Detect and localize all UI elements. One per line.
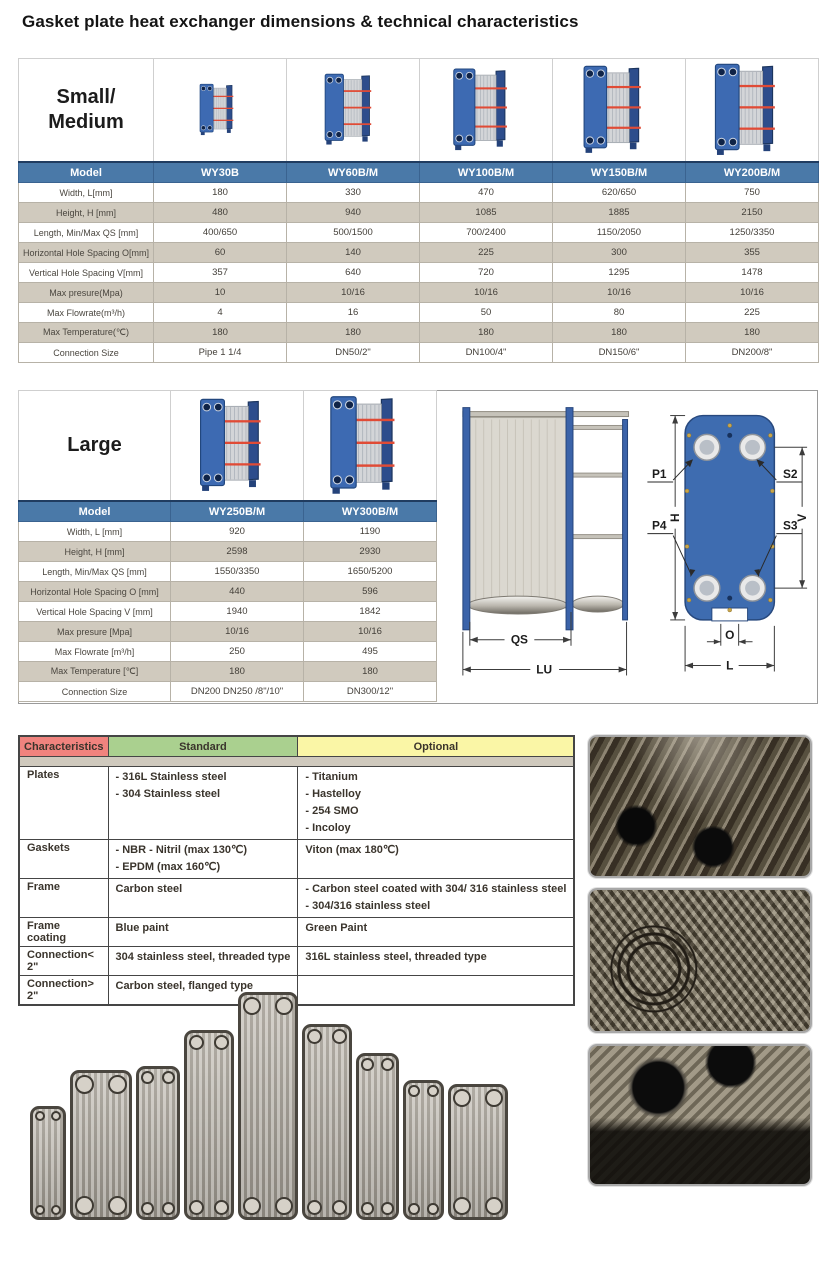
gasket-plate-image [356,1053,399,1220]
port-label-p1: P1 [652,467,667,482]
row-label: Length, Min/Max QS [mm] [19,562,171,582]
value-cell: 480 [154,203,287,223]
characteristics-section [18,735,575,1006]
side-view-diagram [463,408,629,677]
value-cell: 440 [171,582,304,602]
value-cell: 720 [420,263,553,283]
value-cell: 500/1500 [287,223,420,243]
gasket-plate-image [30,1106,66,1220]
spec-row [19,582,437,602]
standard-cell: Carbon steel [108,879,298,918]
spec-row [19,283,819,303]
value-cell: DN300/12" [304,682,437,702]
page-title: Gasket plate heat exchanger dimensions & technical characteristics [22,12,579,31]
value-cell: 2598 [171,542,304,562]
plate-detail-photo-2 [588,888,812,1033]
group-label-line1: Small/ [56,86,116,108]
model-header-row [19,162,819,183]
characteristics-row [19,879,574,918]
model-name: WY150B/M [553,162,686,183]
value-cell: 300 [553,243,686,263]
characteristics-row [19,840,574,879]
spec-row [19,303,819,323]
group-label-cell [19,59,154,163]
row-label: Horizontal Hole Spacing O[mm] [19,243,154,263]
value-cell: 1842 [304,602,437,622]
separator-row [19,757,574,767]
model-name: WY300B/M [304,501,437,522]
row-label: Max Temperature [℃] [19,662,171,682]
value-cell: 1295 [553,263,686,283]
spec-row [19,542,437,562]
row-label: Max Flowrate [m³/h] [19,642,171,662]
value-cell: 2150 [686,203,819,223]
value-cell: DN200/8" [686,343,819,363]
spec-row [19,562,437,582]
heat-exchanger-illustration-wy30b [197,81,244,137]
value-cell: 250 [171,642,304,662]
row-label: Width, L [mm] [19,522,171,542]
row-label: Plates [19,767,108,840]
optional-cell: - Carbon steel coated with 304/ 316 stainless steel - 304/316 stainless steel [298,879,575,918]
value-cell: 596 [304,582,437,602]
value-cell: 60 [154,243,287,263]
value-cell: 620/650 [553,183,686,203]
value-cell: 495 [304,642,437,662]
value-cell: 1150/2050 [553,223,686,243]
gasket-plate-image [403,1080,444,1220]
heat-exchanger-illustration-wy250b [195,394,280,494]
spec-row [19,642,437,662]
standard-cell: 304 stainless steel, threaded type [108,947,298,976]
value-cell: 180 [553,323,686,343]
value-cell: 80 [553,303,686,323]
row-label: Horizontal Hole Spacing O [mm] [19,582,171,602]
value-cell: 1550/3350 [171,562,304,582]
small-medium-section [18,58,819,363]
value-cell: 920 [171,522,304,542]
value-cell: 180 [686,323,819,343]
heat-exchanger-illustration-wy150b [579,61,659,156]
row-label: Vertical Hole Spacing V [mm] [19,602,171,622]
row-label: Length, Min/Max QS [mm] [19,223,154,243]
group-label-cell [19,391,171,502]
value-cell: 180 [171,662,304,682]
spec-row [19,323,819,343]
value-cell: 1190 [304,522,437,542]
row-label: Connection> 2" [19,976,108,1006]
value-cell: 1478 [686,263,819,283]
gasket-plate-image [448,1084,508,1220]
gasket-plate-family-image [30,986,520,1220]
model-name: WY30B [154,162,287,183]
spec-row [19,343,819,363]
model-header-row [19,501,437,522]
spec-row [19,622,437,642]
gasket-plate-image [136,1066,180,1220]
spec-row [19,263,819,283]
standard-cell: Blue paint [108,918,298,947]
value-cell: 750 [686,183,819,203]
dimension-diagram-svg [447,393,819,701]
header-optional: Optional [298,736,575,757]
characteristics-header-row [19,736,574,757]
row-label: Connection Size [19,682,171,702]
value-cell: 10 [154,283,287,303]
value-cell: 180 [420,323,553,343]
dimension-label-qs: QS [510,632,529,647]
gasket-plate-image [238,992,298,1220]
spec-row [19,243,819,263]
plate-detail-photo-3 [588,1044,812,1186]
characteristics-row [19,947,574,976]
product-image-row [19,59,819,163]
row-label: Connection< 2" [19,947,108,976]
value-cell: 10/16 [686,283,819,303]
value-cell: 355 [686,243,819,263]
group-label: Large [67,434,122,456]
value-cell: 50 [420,303,553,323]
dimension-label-lu: LU [536,662,553,677]
row-label: Connection Size [19,343,154,363]
row-label: Vertical Hole Spacing V[mm] [19,263,154,283]
characteristics-row [19,767,574,840]
plate-detail-photo-1 [588,735,812,878]
value-cell: 225 [420,243,553,263]
value-cell: Pipe 1 1/4 [154,343,287,363]
dimension-label-l: L [726,658,734,673]
spec-row [19,602,437,622]
value-cell: 640 [287,263,420,283]
row-label: Gaskets [19,840,108,879]
row-label: Height, H [mm] [19,542,171,562]
value-cell: 1885 [553,203,686,223]
value-cell: 470 [420,183,553,203]
value-cell: DN200 DN250 /8"/10" [171,682,304,702]
row-label: Max presure(Mpa) [19,283,154,303]
dimension-diagrams [447,393,819,701]
large-table [18,390,437,702]
standard-cell: Carbon steel, flanged type [108,976,298,1006]
value-cell: 180 [154,183,287,203]
gasket-plate-image [70,1070,132,1220]
row-label: Max Flowrate(m³/h) [19,303,154,323]
value-cell: 180 [304,662,437,682]
value-cell: 1085 [420,203,553,223]
heat-exchanger-illustration-wy300b [325,391,415,497]
heat-exchanger-illustration-wy60b [321,70,386,147]
spec-row [19,183,819,203]
header-characteristics: Characteristics [19,736,108,757]
gasket-plate-image [184,1030,234,1220]
product-image-row [19,391,437,502]
model-name: WY100B/M [420,162,553,183]
dimension-label-v: V [795,513,810,522]
spec-row [19,522,437,542]
model-name: WY200B/M [686,162,819,183]
model-header: Model [19,501,171,522]
value-cell: 1250/3350 [686,223,819,243]
value-cell: 180 [287,323,420,343]
value-cell: 400/650 [154,223,287,243]
dimension-label-h: H [668,513,683,523]
optional-cell: Green Paint [298,918,575,947]
large-section [18,390,818,704]
row-label: Width, L[mm] [19,183,154,203]
value-cell: 225 [686,303,819,323]
model-name: WY250B/M [171,501,304,522]
spec-row [19,223,819,243]
port-label-s2: S2 [782,467,798,482]
model-header: Model [19,162,154,183]
value-cell: 940 [287,203,420,223]
value-cell: DN150/6" [553,343,686,363]
value-cell: 140 [287,243,420,263]
dimension-label-o: O [725,627,735,642]
spec-row [19,203,819,223]
gasket-plate-image [302,1024,352,1220]
row-label: Frame [19,879,108,918]
optional-cell: 316L stainless steel, threaded type [298,947,575,976]
optional-cell: - Titanium - Hastelloy - 254 SMO - Incoloy [298,767,575,840]
value-cell: 16 [287,303,420,323]
value-cell: 357 [154,263,287,283]
value-cell: DN50/2" [287,343,420,363]
value-cell: 10/16 [304,622,437,642]
value-cell: 1650/5200 [304,562,437,582]
value-cell: 180 [154,323,287,343]
characteristics-table [18,735,575,1006]
value-cell: 2930 [304,542,437,562]
value-cell: 1940 [171,602,304,622]
value-cell: 10/16 [171,622,304,642]
header-standard: Standard [108,736,298,757]
value-cell: 330 [287,183,420,203]
value-cell: 4 [154,303,287,323]
spec-row [19,662,437,682]
plate-dimension-diagram [647,416,809,673]
value-cell: 10/16 [420,283,553,303]
port-label-s3: S3 [782,518,798,533]
value-cell: 10/16 [287,283,420,303]
standard-cell: - NBR - Nitril (max 130℃) - EPDM (max 160℃) [108,840,298,879]
model-name: WY60B/M [287,162,420,183]
value-cell: DN100/4" [420,343,553,363]
row-label: Max Temperature(℃) [19,323,154,343]
heat-exchanger-illustration-wy100b [449,64,524,153]
port-label-p4: P4 [652,518,667,533]
optional-cell: Viton (max 180℃) [298,840,575,879]
group-label-line2: Medium [48,111,124,133]
heat-exchanger-illustration-wy200b [710,59,794,158]
standard-cell: - 316L Stainless steel - 304 Stainless steel [108,767,298,840]
value-cell: 10/16 [553,283,686,303]
row-label: Max presure [Mpa] [19,622,171,642]
characteristics-row [19,918,574,947]
row-label: Height, H [mm] [19,203,154,223]
value-cell: 700/2400 [420,223,553,243]
row-label: Frame coating [19,918,108,947]
small-medium-table [18,58,819,363]
spec-row [19,682,437,702]
